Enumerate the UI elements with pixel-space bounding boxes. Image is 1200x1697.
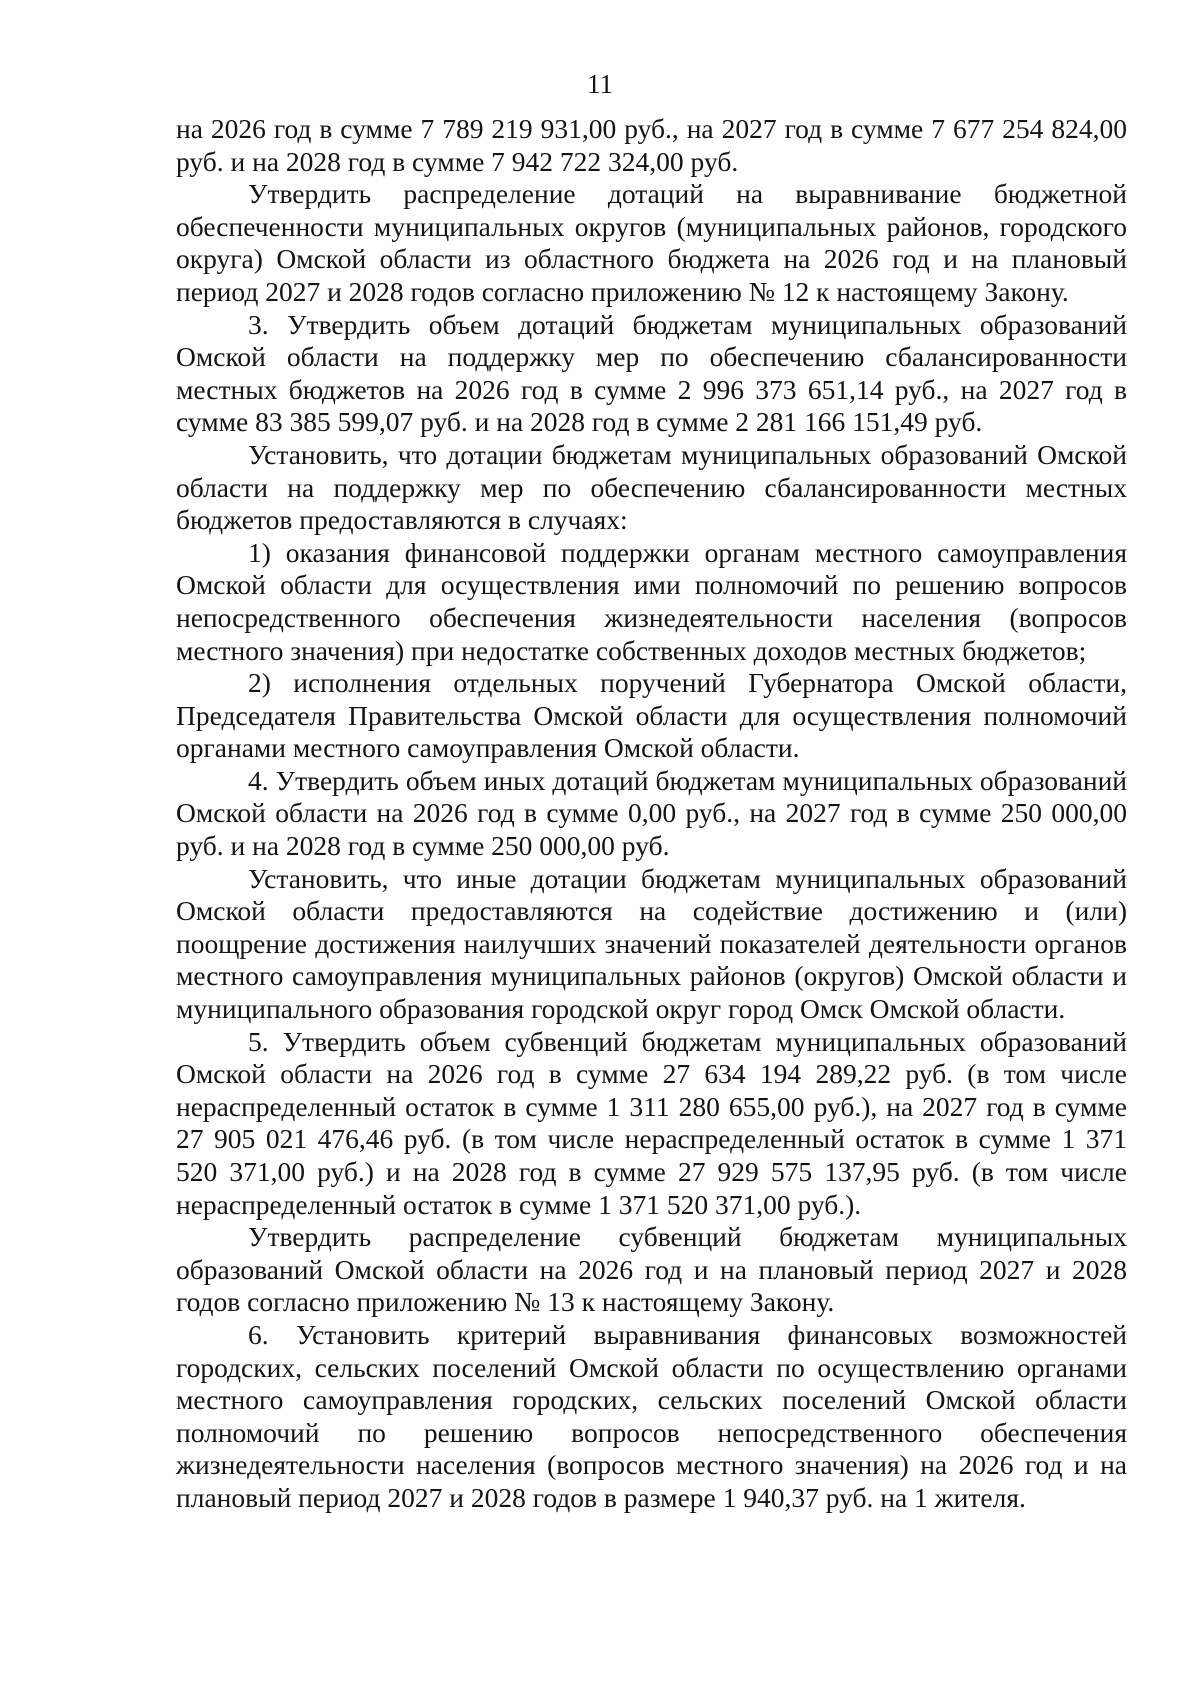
paragraph-subitem-2: 2) исполнения отдельных поручений Губернатора Омской области, Председателя Правительства Омской области для осуществления полномочий органами местного самоуправления Омской области.: [176, 667, 1127, 764]
paragraph-subitem-1: 1) оказания финансовой поддержки органам местного самоуправления Омской области для осуществления ими полномочий по решению вопросов непосредственного обеспечения жизнедеятельности населения (вопросов местного значения) при недостатке собственных доходов местных бюджетов;: [176, 536, 1127, 666]
page-number: 11: [587, 69, 613, 99]
paragraph-continuation: на 2026 год в сумме 7 789 219 931,00 руб., на 2027 год в сумме 7 677 254 824,00 руб. и на 2028 год в сумме 7 942 722 324,00 руб.: [176, 113, 1127, 177]
paragraph-item-4: 4. Утвердить объем иных дотаций бюджетам муниципальных образований Омской области на 2026 год в сумме 0,00 руб., на 2027 год в сумме 250 000,00 руб. и на 2028 год в сумме 250 000,00 руб.: [176, 764, 1127, 862]
paragraph-other-subsidies-purpose: Установить, что иные дотации бюджетам муниципальных образований Омской области предоставляются на содействие достижению и (или) поощрение достижения наилучших значений показателей деятельности органов местного самоуправления муниципальных районов (округов) Омской области и муниципального образования городской округ город Омск Омской области.: [176, 862, 1127, 1025]
paragraph-distribution-equalization-subsidies: Утвердить распределение дотаций на выравнивание бюджетной обеспеченности муниципальных округов (муниципальных районов, городского округа) Омской области из областного бюджета на 2026 год и на плановый период 2027 и 2028 годов согласно приложению № 12 к настоящему Закону.: [176, 178, 1127, 307]
paragraph-distribution-subventions: Утвердить распределение субвенций бюджетам муниципальных образований Омской области на 2026 год и на плановый период 2027 и 2028 годов согласно приложению № 13 к настоящему Закону.: [176, 1221, 1127, 1318]
paragraph-item-5: 5. Утвердить объем субвенций бюджетам муниципальных образований Омской области на 2026 год в сумме 27 634 194 289,22 руб. (в том числе нераспределенный остаток в сумме 1 311 280 655,00 руб.), на 2027 год в сумме 27 905 021 476,46 руб. (в том числе нераспределенный остаток в сумме 1 371 520 371,00 руб.) и на 2028 год в сумме 27 929 575 137,95 руб. (в том числе нераспределенный остаток в сумме 1 371 520 371,00 руб.).: [176, 1025, 1127, 1220]
paragraph-item-6: 6. Установить критерий выравнивания финансовых возможностей городских, сельских поселений Омской области по осуществлению органами местного самоуправления городских, сельских поселений Омской области полномочий по решению вопросов непосредственного обеспечения жизнедеятельности населения (вопросов местного значения) на 2026 год и на плановый период 2027 и 2028 годов в размере 1 940,37 руб. на 1 жителя.: [176, 1318, 1127, 1513]
document-body: [176, 113, 1127, 1515]
paragraph-balance-support-cases: Установить, что дотации бюджетам муниципальных образований Омской области на поддержку мер по обеспечению сбалансированности местных бюджетов предоставляются в случаях:: [176, 438, 1127, 536]
paragraph-item-3: 3. Утвердить объем дотаций бюджетам муниципальных образований Омской области на поддержку мер по обеспечению сбалансированности местных бюджетов на 2026 год в сумме 2 996 373 651,14 руб., на 2027 год в сумме 83 385 599,07 руб. и на 2028 год в сумме 2 281 166 151,49 руб.: [176, 308, 1127, 438]
